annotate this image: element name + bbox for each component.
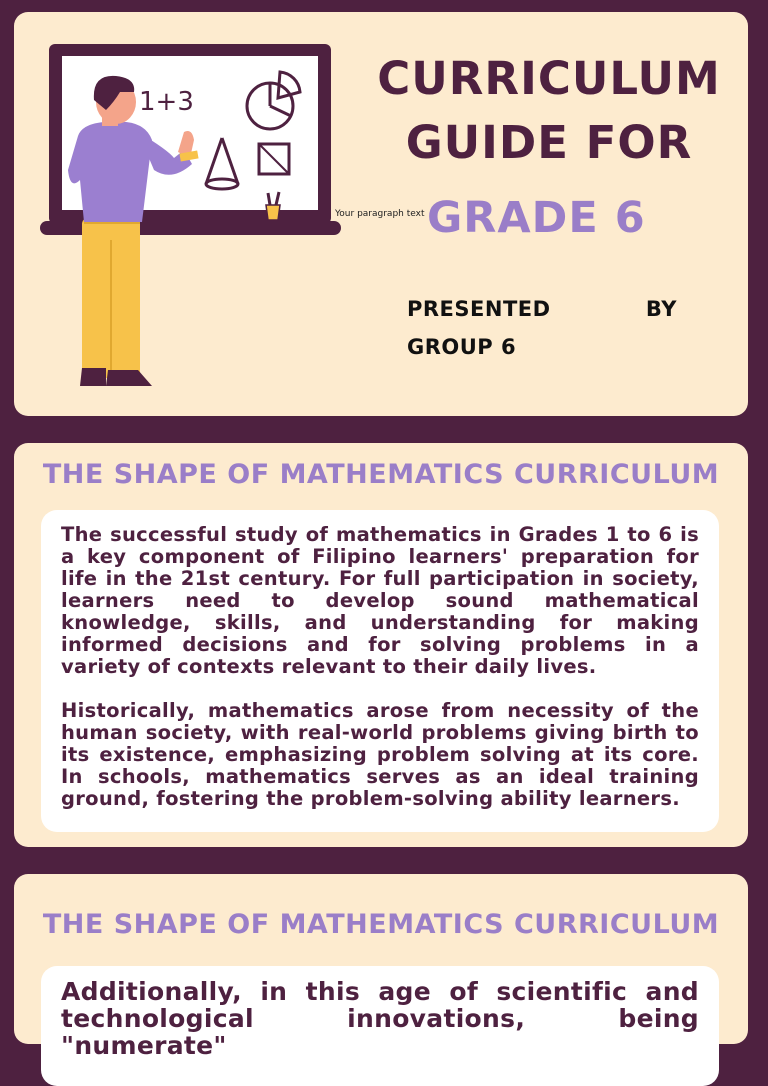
placeholder-text: Your paragraph text [335, 209, 425, 219]
section-card-2 [14, 874, 748, 1060]
group-label: GROUP 6 [407, 335, 517, 359]
section-2-title: THE SHAPE OF MATHEMATICS CURRICULUM [42, 909, 720, 940]
presented-label: PRESENTED [407, 297, 551, 321]
board-math-text: 1+3 [139, 87, 194, 117]
section-1-title: THE SHAPE OF MATHEMATICS CURRICULUM [42, 459, 720, 490]
cover-card [14, 12, 748, 416]
by-label: BY [645, 297, 677, 321]
cover-title-line-2: GUIDE FOR [405, 116, 693, 169]
section-1-paragraph-2: Historically, mathematics arose from necessity of the human society, with real-world problems giving birth to its existence, emphasizing problem solving at its core. In schools, mathematics serves as an ideal training ground, fostering the problem-solving ability learners. [61, 699, 699, 810]
cover-title-line-1: CURRICULUM [377, 52, 721, 105]
section-2-text-box [41, 966, 719, 1086]
section-1-text-box [41, 510, 719, 832]
teacher-at-board-illustration [34, 40, 359, 400]
section-card-1 [14, 443, 748, 847]
presented-by-block [407, 290, 677, 366]
cup-drawing [266, 205, 280, 220]
section-2-paragraph-1: Additionally, in this age of scientific and technological innovations, being "numerate" [61, 977, 699, 1060]
section-1-paragraph-1: The successful study of mathematics in Grades 1 to 6 is a key component of Filipino learners' preparation for life in the 21st century. For full participation in society, learners need to develop sound mathematical knowledge, skills, and understanding for making informed decisions and for solving problems in a variety of contexts relevant to their daily lives. [61, 523, 699, 678]
grade-label: GRADE 6 [427, 193, 646, 243]
